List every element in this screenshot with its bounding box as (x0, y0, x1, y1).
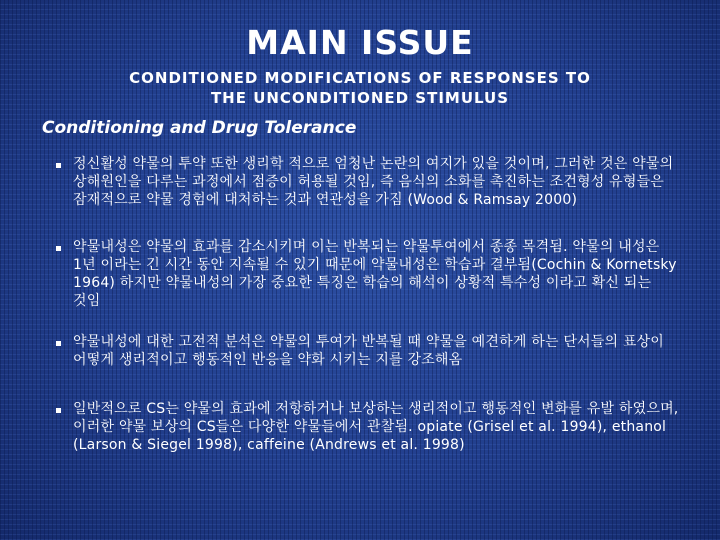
bullet-text: 일반적으로 CS는 약물의 효과에 저항하거나 보상하는 생리적이고 행동적인 변화를 유발 하였으며, 이러한 약물 보상의 CS들은 다양한 약물들에서 관찰됨. opiate (Grisel et al. 1994), ethanol (Larson & Siegel 1998), caffeine (Andrews et al. 1998) (73, 401, 679, 453)
bullet-text: 약물내성은 약물의 효과를 감소시키며 이는 반복되는 약물투여에서 종종 목격됨. 약물의 내성은 1년 이라는 긴 시간 동안 지속될 수 있기 때문에 약물내성은 학습과 결부됨(Cochin & Kornetsky 1964) 하지만 약물내성의 가장 중요한 특징은 학습의 해석이 상황적 특수성 이라고 확신 되는 것임 (73, 239, 677, 309)
bullet-text: 정신활성 약물의 투약 또한 생리학 적으로 엄청난 논란의 여지가 있을 것이며, 그러한 것은 약물의 상해원인을 다루는 과정에서 점증이 허용될 것임, 즉 음식의 소화를 촉진하는 조건형성 유형들은 잠재적으로 약물 경험에 대처하는 것과 연관성을 가짐 (Wood & Ramsay 2000) (73, 156, 674, 208)
square-bullet-icon (56, 246, 61, 251)
subtitle-line-2: THE UNCONDITIONED STIMULUS (210, 89, 510, 107)
square-bullet-icon (56, 341, 61, 346)
section-heading: Conditioning and Drug Tolerance (42, 118, 357, 138)
slide-title: MAIN ISSUE (246, 23, 474, 62)
subtitle-line-1: CONDITIONED MODIFICATIONS OF RESPONSES TO (129, 69, 591, 87)
bullet-text: 약물내성에 대한 고전적 분석은 약물의 투여가 반복될 때 약물을 예견하게 하는 단서들의 표상이 어떻게 생리적이고 행동적인 반응을 약화 시키는 지를 강조해옴 (73, 334, 665, 368)
square-bullet-icon (56, 163, 61, 168)
square-bullet-icon (56, 408, 61, 413)
